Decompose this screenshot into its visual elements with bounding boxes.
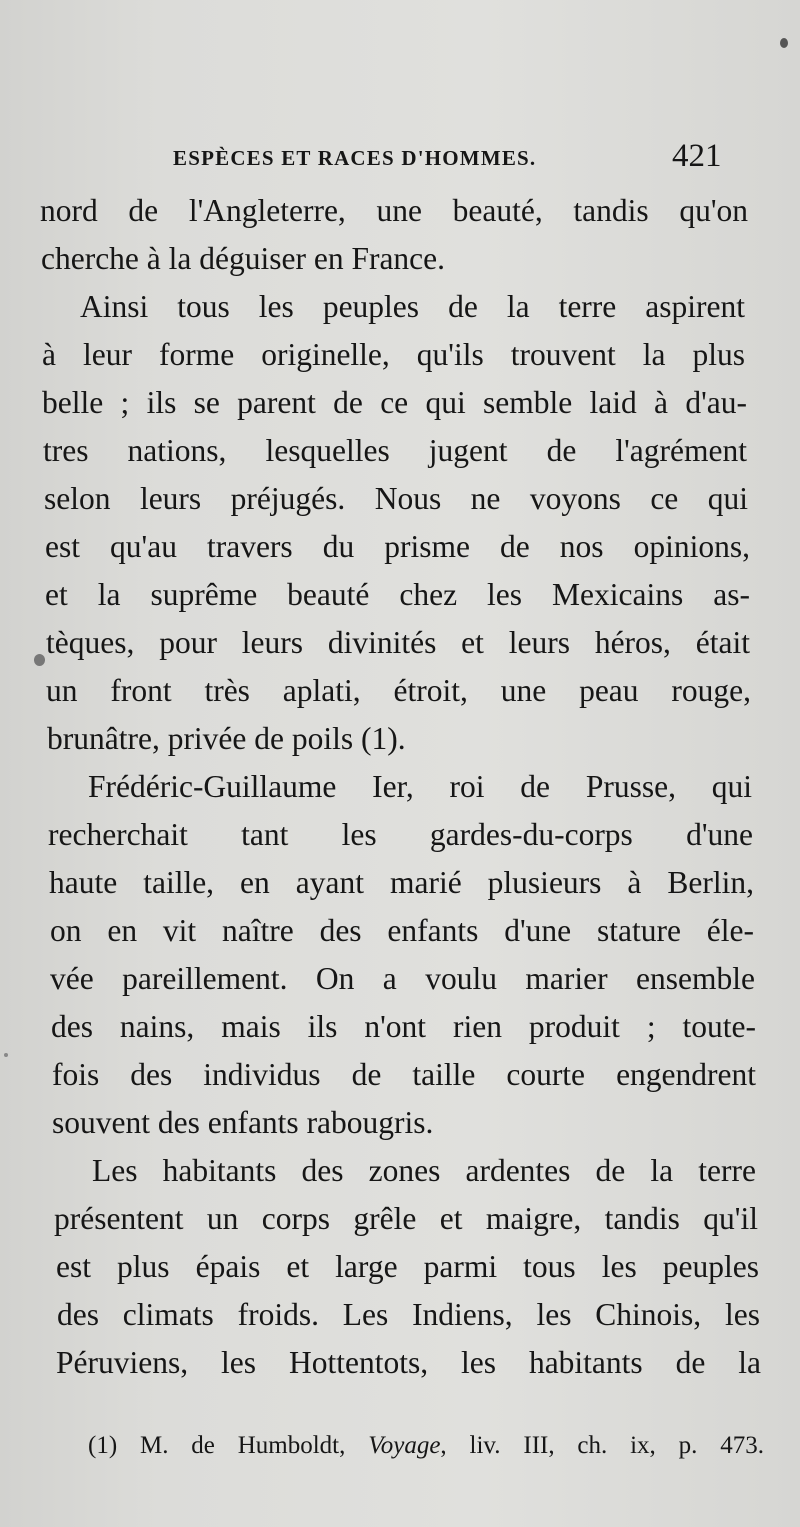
text-line: un front très aplati, étroit, une peau rouge, [46, 673, 751, 708]
text-line: Péruviens, les Hottentots, les habitants de la [56, 1345, 761, 1380]
text-line: présentent un corps grêle et maigre, tandis qu'il [54, 1201, 758, 1236]
text-line: souvent des enfants rabougris. [52, 1105, 434, 1140]
text-line: nord de l'Angleterre, une beauté, tandis qu'on [40, 193, 748, 228]
text-line: est plus épais et large parmi tous les peuples [56, 1249, 759, 1284]
ink-speck [4, 1053, 8, 1057]
text-line: et la suprême beauté chez les Mexicains as- [45, 577, 750, 612]
text-line: selon leurs préjugés. Nous ne voyons ce qui [44, 481, 748, 516]
text-line: belle ; ils se parent de ce qui semble laid à d'au- [42, 385, 747, 420]
text-line: à leur forme originelle, qu'ils trouvent la plus [42, 337, 745, 372]
text-line: haute taille, en ayant marié plusieurs à Berlin, [49, 865, 754, 900]
text-line: Ainsi tous les peuples de la terre aspirent [80, 289, 745, 324]
text-line: fois des individus de taille courte engendrent [52, 1057, 756, 1092]
text-line: brunâtre, privée de poils (1). [47, 721, 406, 756]
text-line: recherchait tant les gardes-du-corps d'une [48, 817, 753, 852]
text-line: on en vit naître des enfants d'une stature éle- [50, 913, 754, 948]
footnote-book-title: Voyage [368, 1432, 441, 1459]
text-line: Frédéric-Guillaume Ier, roi de Prusse, qui [88, 769, 752, 804]
footnote [88, 1428, 764, 1464]
text-line: cherche à la déguiser en France. [41, 241, 446, 276]
ink-speck [34, 654, 45, 666]
text-line: vée pareillement. On a voulu marier ensemble [50, 961, 755, 996]
text-line: est qu'au travers du prisme de nos opinions, [45, 529, 750, 564]
footnote-text: (1) M. de Humboldt, [88, 1432, 369, 1459]
text-line: des climats froids. Les Indiens, les Chinois, les [57, 1297, 760, 1332]
footnote-reference: , liv. III, ch. ix, p. 473. [440, 1432, 764, 1459]
text-line: tèques, pour leurs divinités et leurs héros, était [46, 625, 750, 660]
text-line: des nains, mais ils n'ont rien produit ; toute- [51, 1009, 756, 1044]
text-line: Les habitants des zones ardentes de la terre [92, 1153, 756, 1188]
running-title: ESPÈCES ET RACES D'HOMMES. [173, 146, 537, 170]
text-line: tres nations, lesquelles jugent de l'agrément [43, 433, 747, 468]
page-number: 421 [672, 138, 722, 174]
ink-speck [780, 38, 788, 48]
page-header [0, 140, 800, 180]
